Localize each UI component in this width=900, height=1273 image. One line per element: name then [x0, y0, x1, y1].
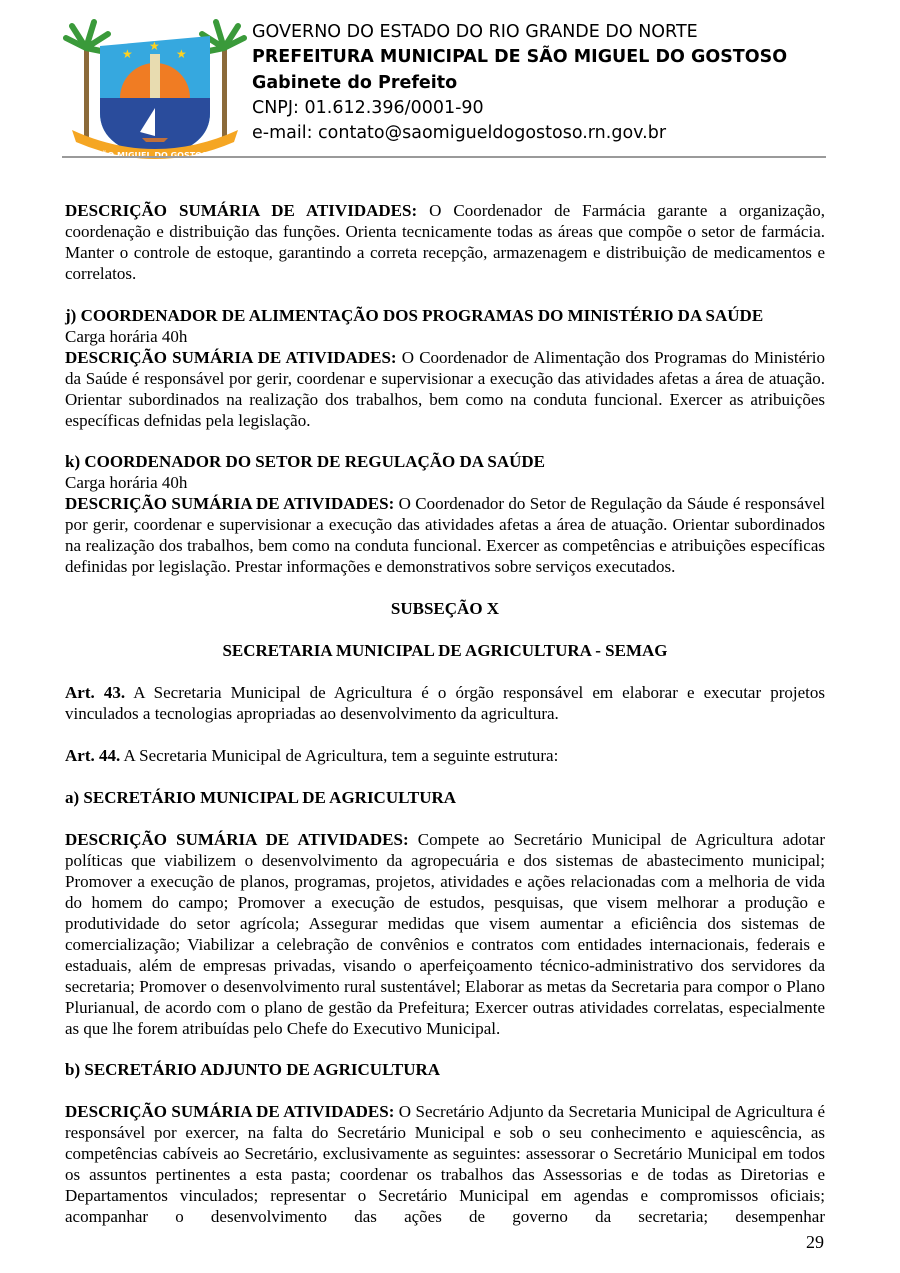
article-label: Art. 44. [65, 746, 121, 765]
desc-label: DESCRIÇÃO SUMÁRIA DE ATIVIDADES: [65, 494, 395, 513]
section-heading-a: a) SECRETÁRIO MUNICIPAL DE AGRICULTURA [65, 788, 457, 807]
secretaria-title: SECRETARIA MUNICIPAL DE AGRICULTURA - SEMAG [222, 641, 668, 660]
header-email[interactable]: e-mail: contato@saomigueldogostoso.rn.gov.br [252, 123, 667, 143]
svg-text:★: ★ [122, 47, 133, 61]
section-heading-k: k) COORDENADOR DO SETOR DE REGULAÇÃO DA SAÚDE [65, 452, 546, 471]
paragraph-pharmacy-coordinator [65, 200, 825, 284]
paragraph-k [65, 493, 825, 577]
header-cnpj: CNPJ: 01.612.396/0001-90 [252, 98, 484, 118]
carga-horaria-k: Carga horária 40h [65, 473, 188, 492]
article-44 [65, 745, 825, 766]
section-heading-j: j) COORDENADOR DE ALIMENTAÇÃO DOS PROGRAMAS DO MINISTÉRIO DA SAÚDE [65, 306, 764, 325]
carga-horaria-j: Carga horária 40h [65, 327, 188, 346]
svg-text:★: ★ [149, 39, 160, 53]
paragraph-text: Compete ao Secretário Municipal de Agricultura adotar políticas que viabilizem o desenvolvimento da agropecuária e dos sistemas de abastecimento municipal; Promover a execução de planos, programas, projetos, atividades e ações relacionadas com a melhoria de vida do homem do campo; Promover a execução de estudos, pesquisas, que visem melhorar a produção e produtividade do setor agrícola; Assegurar medidas que visem aumentar a eficiência dos sistemas de comercialização; Viabilizar a celebração de convênios e contratos com entidades internacionais, federais e estaduais, além de empresas privadas, visando o aperfeiçoamento técnico-administrativo dos servidores da secretaria; Promover o desenvolvimento rural sustentável; Elaborar as metas da Secretaria para compor o Plano Plurianual, de acordo com o plano de gestão da Prefeitura; Exercer outras atividades correlatas, especialmente as que lhe forem atribuídas pelo Chefe do Executivo Municipal. [65, 830, 825, 1038]
header-gabinete: Gabinete do Prefeito [252, 73, 458, 93]
paragraph-text: O Secretário Adjunto da Secretaria Municipal de Agricultura é responsável por exercer, na falta do Secretário Municipal e sob o seu conhecimento e aquiescência, as competências cabíveis ao Secretário, exclusivamente as seguintes: assessorar o Secretário Municipal em todos os assuntos pertinentes a esta pasta; coordenar os trabalhos das Assessorias e de todas as Diretorias e Departamentos vinculados; representar o Secretário Municipal em agendas e compromissos oficiais; acompanhar o desenvolvimento das ações de governo da secretaria; desempenhar [65, 1102, 825, 1226]
section-heading-b: b) SECRETÁRIO ADJUNTO DE AGRICULTURA [65, 1060, 441, 1079]
svg-text:★: ★ [176, 47, 187, 61]
paragraph-text: O Coordenador do Setor de Regulação da Sáude é responsável por gerir, coordenar e supervisionar a execução das atividades afetas a área de atuação. Orientar subordinados na realização dos trabalhos, bem como na conduta funcional. Exercer as competências e atribuições específicas definidas por legislação. Prestar informações e demonstrativos sobre serviços executados. [65, 494, 825, 576]
paragraph-text: O Coordenador de Farmácia garante a organização, coordenação e distribuição das funções. Orienta tecnicamente todas as áreas que compõe o setor de farmácia. Manter o controle de estoque, garantindo a correta recepção, armazenagem e distribuição de medicamentos e correlatos. [65, 201, 825, 283]
paragraph-a [65, 829, 825, 1039]
paragraph-text: O Coordenador de Alimentação dos Programas do Ministério da Saúde é responsável por gerir, coordenar e supervisionar a execução das atividades afetas a área de atuação. Orientar subordinados na realização dos trabalhos, bem como na conduta funcional. Exercer as atribuições específicas defnidas pela legislação. [65, 348, 825, 430]
article-43 [65, 682, 825, 724]
paragraph-j [65, 347, 825, 431]
header-state-government: GOVERNO DO ESTADO DO RIO GRANDE DO NORTE [252, 22, 698, 42]
header-divider [62, 156, 826, 158]
article-label: Art. 43. [65, 683, 126, 702]
page-number: 29 [806, 1232, 824, 1252]
header-prefeitura: PREFEITURA MUNICIPAL DE SÃO MIGUEL DO GOSTOSO [252, 47, 788, 67]
desc-label: DESCRIÇÃO SUMÁRIA DE ATIVIDADES: [65, 830, 409, 849]
paragraph-b [65, 1101, 825, 1227]
desc-label: DESCRIÇÃO SUMÁRIA DE ATIVIDADES: [65, 348, 397, 367]
desc-label: DESCRIÇÃO SUMÁRIA DE ATIVIDADES: [65, 201, 418, 220]
logo-text [95, 150, 214, 160]
subsection-title: SUBSEÇÃO X [390, 599, 500, 618]
article-text: A Secretaria Municipal de Agricultura, tem a seguinte estrutura: [120, 746, 559, 765]
article-text: A Secretaria Municipal de Agricultura é o órgão responsável em elaborar e executar projetos vinculados a tecnologias apropriadas ao desenvolvimento da agricultura. [65, 683, 825, 723]
municipal-coat-of-arms-logo [62, 18, 248, 163]
desc-label: DESCRIÇÃO SUMÁRIA DE ATIVIDADES: [65, 1102, 395, 1121]
